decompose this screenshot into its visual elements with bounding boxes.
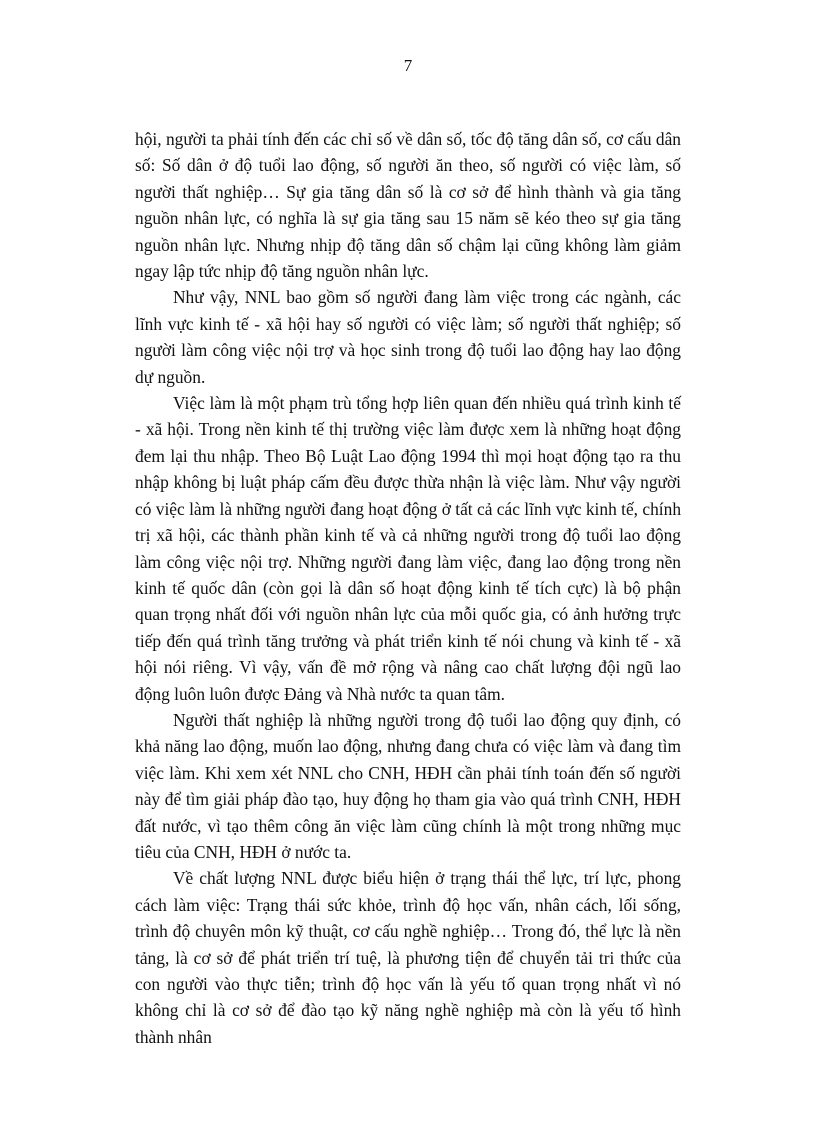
paragraph-4: Người thất nghiệp là những người trong độ tuổi lao động quy định, có khả năng lao động, muốn lao động, nhưng đang chưa có việc làm và đang tìm việc làm. Khi xem xét NNL cho CNH, HĐH cần phải tính toán đến số người này để tìm giải pháp đào tạo, huy động họ tham gia vào quá trình CNH, HĐH đất nước, vì tạo thêm công ăn việc làm cũng chính là một trong những mục tiêu của CNH, HĐH ở nước ta. — [135, 709, 681, 862]
page-number: 7 — [403, 56, 413, 75]
paragraph-3: Việc làm là một phạm trù tổng hợp liên quan đến nhiều quá trình kinh tế - xã hội. Trong nền kinh tế thị trường việc làm được xem là những hoạt động đem lại thu nhập. Theo Bộ Luật Lao động 1994 thì mọi hoạt động tạo ra thu nhập không bị luật pháp cấm đều được thừa nhận là việc làm. Như vậy người có việc làm là những người đang hoạt động ở tất cả các lĩnh vực kinh tế, chính trị xã hội, các thành phần kinh tế và cả những người trong độ tuổi lao động làm công việc nội trợ. Những người đang làm việc, đang lao động trong nền kinh tế quốc dân (còn gọi là dân số hoạt động kinh tế tích cực) là bộ phận quan trọng nhất đối với nguồn nhân lực của mỗi quốc gia, có ảnh hưởng trực tiếp đến quá trình tăng trưởng và phát triển kinh tế nói chung và kinh tế - xã hội nói riêng. Vì vậy, vấn đề mở rộng và nâng cao chất lượng đội ngũ lao động luôn luôn được Đảng và Nhà nước ta quan tâm. — [135, 393, 682, 704]
body-text — [135, 126, 681, 1050]
paragraph-2: Như vậy, NNL bao gồm số người đang làm việc trong các ngành, các lĩnh vực kinh tế - xã hội hay số người có việc làm; số người thất nghiệp; số người làm công việc nội trợ và học sinh trong độ tuổi lao động hay lao động dự nguồn. — [135, 287, 681, 387]
paragraph-5: Về chất lượng NNL được biểu hiện ở trạng thái thể lực, trí lực, phong cách làm việc: Trạng thái sức khỏe, trình độ học vấn, nhân cách, lối sống, trình độ chuyên môn kỹ thuật, cơ cấu nghề nghiệp… Trong đó, thể lực là nền tảng, là cơ sở để phát triển trí tuệ, là phương tiện để chuyển tải tri thức của con người vào thực tiễn; trình độ học vấn là yếu tố quan trọng nhất vì nó không chỉ là cơ sở để đào tạo kỹ năng nghề nghiệp mà còn là yếu tố hình thành nhân — [135, 868, 681, 1047]
paragraph-1: hội, người ta phải tính đến các chỉ số về dân số, tốc độ tăng dân số, cơ cấu dân số: Số dân ở độ tuổi lao động, số người ăn theo, số người có việc làm, số người thất nghiệp… Sự gia tăng dân số là cơ sở để hình thành và gia tăng nguồn nhân lực, có nghĩa là sự gia tăng sau 15 năm sẽ kéo theo sự gia tăng nguồn nhân lực. Nhưng nhịp độ tăng dân số chậm lại cũng không làm giảm ngay lập tức nhịp độ tăng nguồn nhân lực. — [135, 129, 681, 282]
